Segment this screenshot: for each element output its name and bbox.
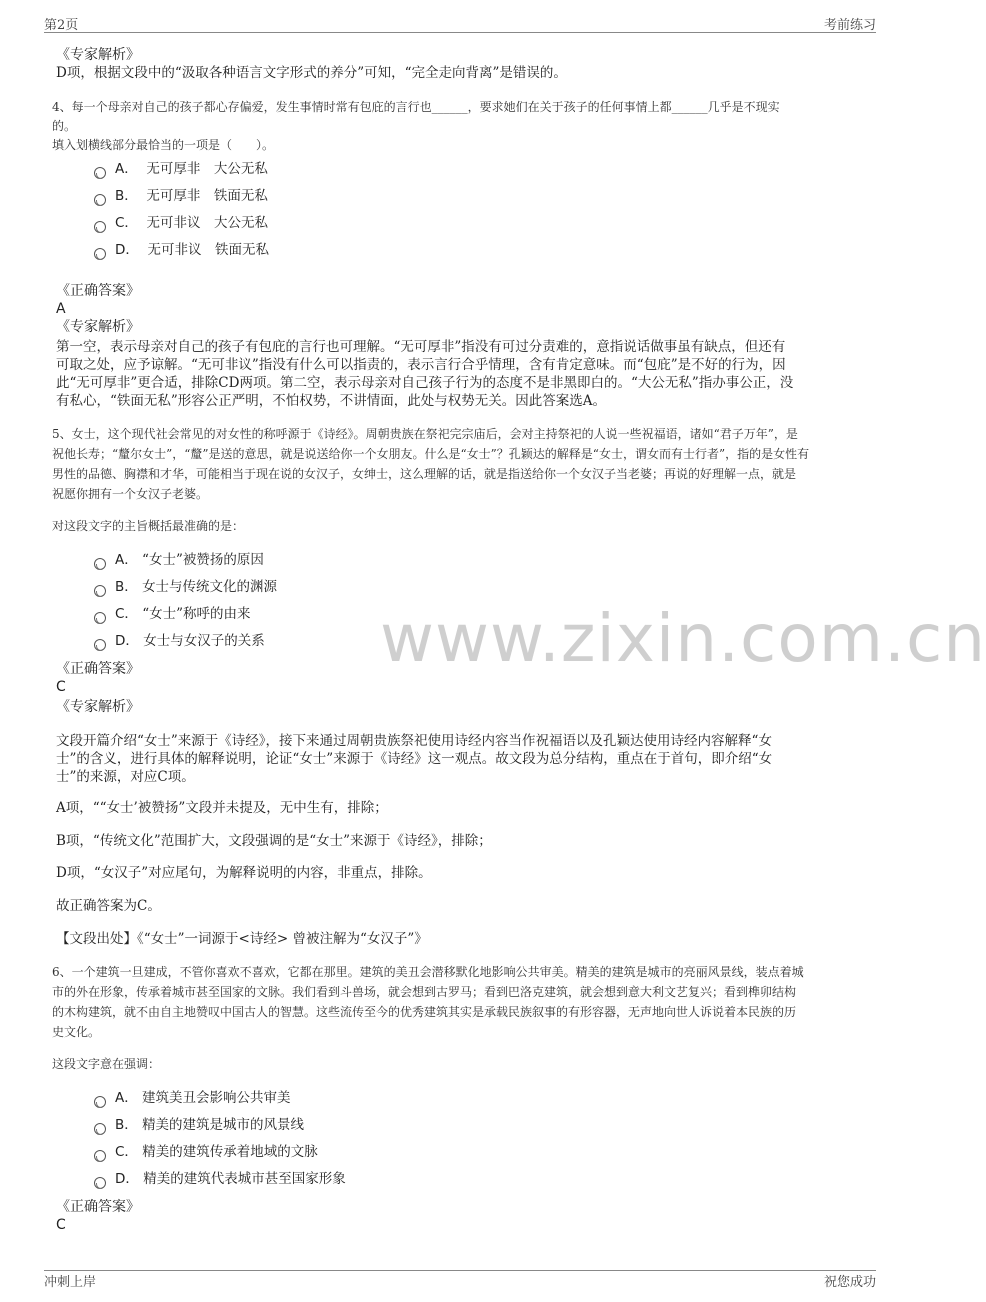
q4-option-a[interactable]: A． 无可厚非 大公无私 xyxy=(94,159,268,179)
q4-expert-label: 《专家解析》 xyxy=(56,319,140,335)
q6-answer-label: 《正确答案》 xyxy=(56,1199,140,1215)
header-divider xyxy=(44,32,876,33)
q4-option-c[interactable]: C． 无可非议 大公无私 xyxy=(94,213,268,233)
q6-stem-1: 6、一个建筑一旦建成，不管你喜欢不喜欢，它都在那里。建筑的美丑会潜移默化地影响公共审美。精美的建筑是城市的亮丽风景线，装点着城 xyxy=(52,965,804,979)
q6-option-b[interactable]: B． 精美的建筑是城市的风景线 xyxy=(94,1115,304,1135)
radio-icon[interactable] xyxy=(94,1123,106,1135)
q5-explanation-3: 士”的来源，对应C项。 xyxy=(56,769,195,785)
q6-option-a[interactable]: A． 建筑美丑会影响公共审美 xyxy=(94,1088,291,1108)
q5-answer: C xyxy=(56,679,66,695)
radio-icon[interactable] xyxy=(94,194,106,206)
q3-expert-label: 《专家解析》 xyxy=(56,47,140,63)
watermark: www.zixin.com.cn xyxy=(380,600,986,677)
q6-prompt: 这段文字意在强调： xyxy=(52,1057,161,1071)
q6-answer: C xyxy=(56,1217,66,1233)
q5-explanation-2: 士”的含义，进行具体的解释说明，论证“女士”来源于《诗经》这一观点。故文段为总分结构，重点在于首句，即介绍“女 xyxy=(56,751,773,767)
page-number: 第2页 xyxy=(44,18,79,33)
q6-stem-2: 市的外在形象，传承着城市甚至国家的文脉。我们看到斗兽场，就会想到古罗马；看到巴洛克建筑，就会想到意大利文艺复兴；看到榫卯结构 xyxy=(52,985,797,999)
q4-explanation-4: 有私心，“铁面无私”形容公正严明，不怕权势，不讲情面，此处与权势无关。因此答案选A。 xyxy=(56,393,607,409)
q4-explanation-3: 此“无可厚非”更合适，排除CD两项。第二空，表示母亲对自己孩子行为的态度不是非黑即白的。“大公无私”指办事公正，没 xyxy=(56,375,794,391)
q5-stem-2: 祝他长寿；“釐尔女士”，“釐”是送的意思，就是说送给你一个女朋友。什么是“女士”？孔颖达的解释是“女士，谓女而有士行者”，指的是女性有 xyxy=(52,447,810,461)
q4-option-b[interactable]: B． 无可厚非 铁面无私 xyxy=(94,186,268,206)
radio-icon[interactable] xyxy=(94,248,106,260)
q4-answer-label: 《正确答案》 xyxy=(56,283,140,299)
q4-explanation-2: 可取之处，应予谅解。“无可非议”指没有什么可以指责的，表示言行合乎情理，含有肯定意味。而“包庇”是不好的行为，因 xyxy=(56,357,786,373)
radio-icon[interactable] xyxy=(94,639,106,651)
header-title: 考前练习 xyxy=(823,18,876,33)
q6-option-d[interactable]: D． 精美的建筑代表城市甚至国家形象 xyxy=(94,1169,346,1189)
q5-option-d[interactable]: D． 女士与女汉子的关系 xyxy=(94,631,265,651)
q5-note-b: B项，“传统文化”范围扩大，文段强调的是“女士”来源于《诗经》，排除； xyxy=(56,833,492,849)
q5-conclusion: 故正确答案为C。 xyxy=(56,898,161,914)
q5-source: 【文段出处】《“女士”一词源于<诗经> 曾被注解为“女汉子”》 xyxy=(56,931,428,947)
q5-note-d: D项，“女汉子”对应尾句，为解释说明的内容，非重点，排除。 xyxy=(56,865,432,881)
q5-expert-label: 《专家解析》 xyxy=(56,699,140,715)
footer-right: 祝您成功 xyxy=(823,1275,876,1290)
q5-option-c[interactable]: C． “女士”称呼的由来 xyxy=(94,604,251,624)
q4-stem-line2: 的。 xyxy=(52,119,77,133)
q5-explanation-1: 文段开篇介绍“女士”来源于《诗经》，接下来通过周朝贵族祭祀使用诗经内容当作祝福语以及孔颖达使用诗经内容解释“女 xyxy=(56,733,772,749)
q6-stem-4: 史文化。 xyxy=(52,1025,101,1039)
q4-option-d[interactable]: D． 无可非议 铁面无私 xyxy=(94,240,269,260)
q6-stem-3: 的木构建筑，就不由自主地赞叹中国古人的智慧。这些流传至今的优秀建筑其实是承载民族叙事的有形容器，无声地向世人诉说着本民族的历 xyxy=(52,1005,797,1019)
q4-explanation-1: 第一空，表示母亲对自己的孩子有包庇的言行也可理解。“无可厚非”指没有可过分责难的，意指说话做事虽有缺点，但还有 xyxy=(56,339,786,355)
radio-icon[interactable] xyxy=(94,585,106,597)
radio-icon[interactable] xyxy=(94,167,106,179)
q4-prompt: 填入划横线部分最恰当的一项是（ ）。 xyxy=(52,138,275,152)
radio-icon[interactable] xyxy=(94,221,106,233)
radio-icon[interactable] xyxy=(94,558,106,570)
q4-stem-line1: 4、每一个母亲对自己的孩子都心存偏爱，发生事情时常有包庇的言行也______，要求她们在关于孩子的任何事情上都______几乎是不现实 xyxy=(52,100,780,114)
q6-option-c[interactable]: C． 精美的建筑传承着地域的文脉 xyxy=(94,1142,318,1162)
q5-note-a: A项，““女士’被赞扬”文段并未提及，无中生有，排除； xyxy=(56,800,388,816)
radio-icon[interactable] xyxy=(94,1177,106,1189)
q5-stem-4: 祝愿你拥有一个女汉子老婆。 xyxy=(52,487,209,501)
page-header xyxy=(44,14,876,32)
q4-answer: A xyxy=(56,301,66,317)
q5-stem-1: 5、女士，这个现代社会常见的对女性的称呼源于《诗经》。周朝贵族在祭祀完宗庙后，会对主持祭祀的人说一些祝福语，诸如“君子万年”，是 xyxy=(52,427,798,441)
q5-option-a[interactable]: A． “女士”被赞扬的原因 xyxy=(94,550,264,570)
radio-icon[interactable] xyxy=(94,612,106,624)
q5-prompt: 对这段文字的主旨概括最准确的是： xyxy=(52,519,245,533)
q5-answer-label: 《正确答案》 xyxy=(56,661,140,677)
footer-left: 冲刺上岸 xyxy=(44,1275,97,1290)
q5-stem-3: 男性的品德、胸襟和才华，可能相当于现在说的女汉子，女绅士，这么理解的话，就是指送给你一个女汉子当老婆；再说的好理解一点，就是 xyxy=(52,467,797,481)
page-footer xyxy=(44,1271,876,1289)
radio-icon[interactable] xyxy=(94,1096,106,1108)
radio-icon[interactable] xyxy=(94,1150,106,1162)
q3-explanation: D项，根据文段中的“汲取各种语言文字形式的养分”可知，“完全走向背离”是错误的。 xyxy=(56,65,567,81)
q5-option-b[interactable]: B． 女士与传统文化的渊源 xyxy=(94,577,277,597)
